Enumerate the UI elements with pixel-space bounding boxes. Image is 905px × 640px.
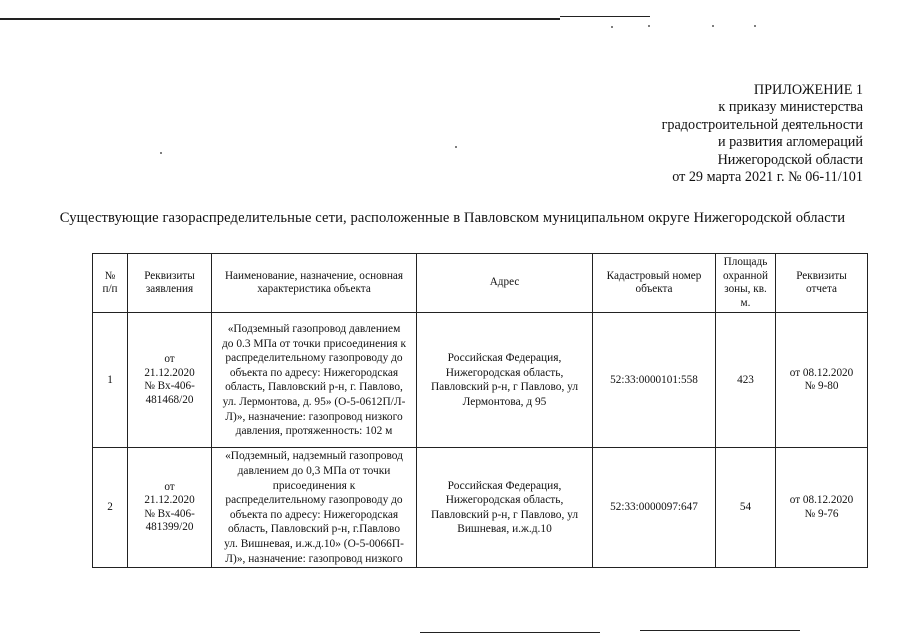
scan-speck	[455, 146, 457, 148]
cell-number	[93, 448, 128, 568]
scan-edge-line	[640, 630, 800, 631]
appendix-ministry-line: и развития агломераций	[717, 134, 863, 151]
cell-description	[212, 313, 417, 448]
scan-speck	[712, 25, 714, 27]
appendix-label: ПРИЛОЖЕНИЕ 1	[753, 82, 863, 98]
cell-text: 1	[107, 373, 113, 386]
cell-report	[776, 313, 868, 448]
scan-speck	[160, 152, 162, 154]
cell-text: от 08.12.2020 № 9-80	[789, 366, 854, 393]
scan-edge-line	[560, 16, 650, 17]
cell-area	[716, 448, 776, 568]
table-row	[93, 313, 868, 448]
gas-network-table	[92, 253, 868, 568]
header-application	[128, 254, 212, 313]
header-text: Площадь охранной зоны, кв. м.	[722, 256, 769, 309]
header-area	[716, 254, 776, 313]
document-title: Существующие газораспределительные сети, расположенные в Павловском муниципальном округе Нижегородской области	[59, 210, 846, 226]
cell-report	[776, 448, 868, 568]
cell-text: от 21.12.2020 № Вх-406- 481399/20	[144, 480, 195, 534]
cell-number	[93, 313, 128, 448]
cell-text: 423	[737, 373, 754, 386]
cell-area	[716, 313, 776, 448]
appendix-region-line: Нижегородской области	[717, 151, 863, 168]
header-address	[417, 254, 593, 313]
cell-application	[128, 313, 212, 448]
appendix-header	[662, 82, 863, 186]
cell-text: 52:33:0000097:647	[610, 500, 698, 513]
cell-application	[128, 448, 212, 568]
header-text: Кадастровый номер объекта	[606, 269, 702, 296]
cell-text: 2	[107, 500, 113, 513]
scan-speck	[754, 25, 756, 27]
scan-speck	[648, 25, 650, 27]
header-cadastral	[593, 254, 716, 313]
header-text: Реквизиты отчета	[796, 269, 847, 296]
scan-edge-line	[420, 632, 600, 633]
header-text: Адрес	[489, 276, 520, 289]
header-number	[93, 254, 128, 313]
appendix-ministry-line: градостроительной деятельности	[661, 116, 863, 133]
cell-cadastral	[593, 313, 716, 448]
cell-address	[417, 313, 593, 448]
table-header-row	[93, 254, 868, 313]
appendix-date-line: от 29 марта 2021 г. № 06-11/101	[672, 169, 863, 186]
cell-text: 52:33:0000101:558	[610, 373, 698, 386]
cell-text: «Подземный газопровод давлением до 0.3 МПа от точки присоединения к распределительному газопроводу до объекта по адресу: Нижегородская область, Павловский р-н, г. Павлово, ул. Лермонтова, д. 95» (О-5-0612П/Л- Л)», назначение: газопровод низкого давления, протяженность: 102 м	[221, 323, 407, 438]
header-text: Реквизиты заявления	[144, 269, 195, 296]
header-description	[212, 254, 417, 313]
cell-address	[417, 448, 593, 568]
header-text: № п/п	[102, 269, 118, 296]
cell-text: от 08.12.2020 № 9-76	[789, 494, 854, 520]
cell-cadastral	[593, 448, 716, 568]
header-report	[776, 254, 868, 313]
cell-text: «Подземный, надземный газопровод давлением до 0,3 МПа от точки присоединения к распределительному газопроводу до объекта по адресу: Нижегородская область, Павловский р-н, г.Павлово ул. Вишневая, и.ж.д.10» (О-5-0066П- Л)», назначение: газопровод низкого	[224, 450, 404, 565]
table-row	[93, 448, 868, 568]
cell-text: Российская Федерация, Нижегородская область, Павловский р-н, г Павлово, ул Вишневая, и.ж.д.10	[430, 479, 579, 536]
header-text: Наименование, назначение, основная характеристика объекта	[224, 269, 404, 296]
cell-text: от 21.12.2020 № Вх-406- 481468/20	[144, 353, 195, 406]
cell-text: 54	[739, 500, 752, 513]
scan-speck	[611, 26, 613, 28]
appendix-order-line: к приказу министерства	[718, 99, 863, 116]
scan-edge-line	[0, 18, 560, 20]
cell-text: Российская Федерация, Нижегородская область, Павловский р-н, г Павлово, ул Лермонтова, д 95	[430, 352, 579, 408]
cell-description	[212, 448, 417, 568]
